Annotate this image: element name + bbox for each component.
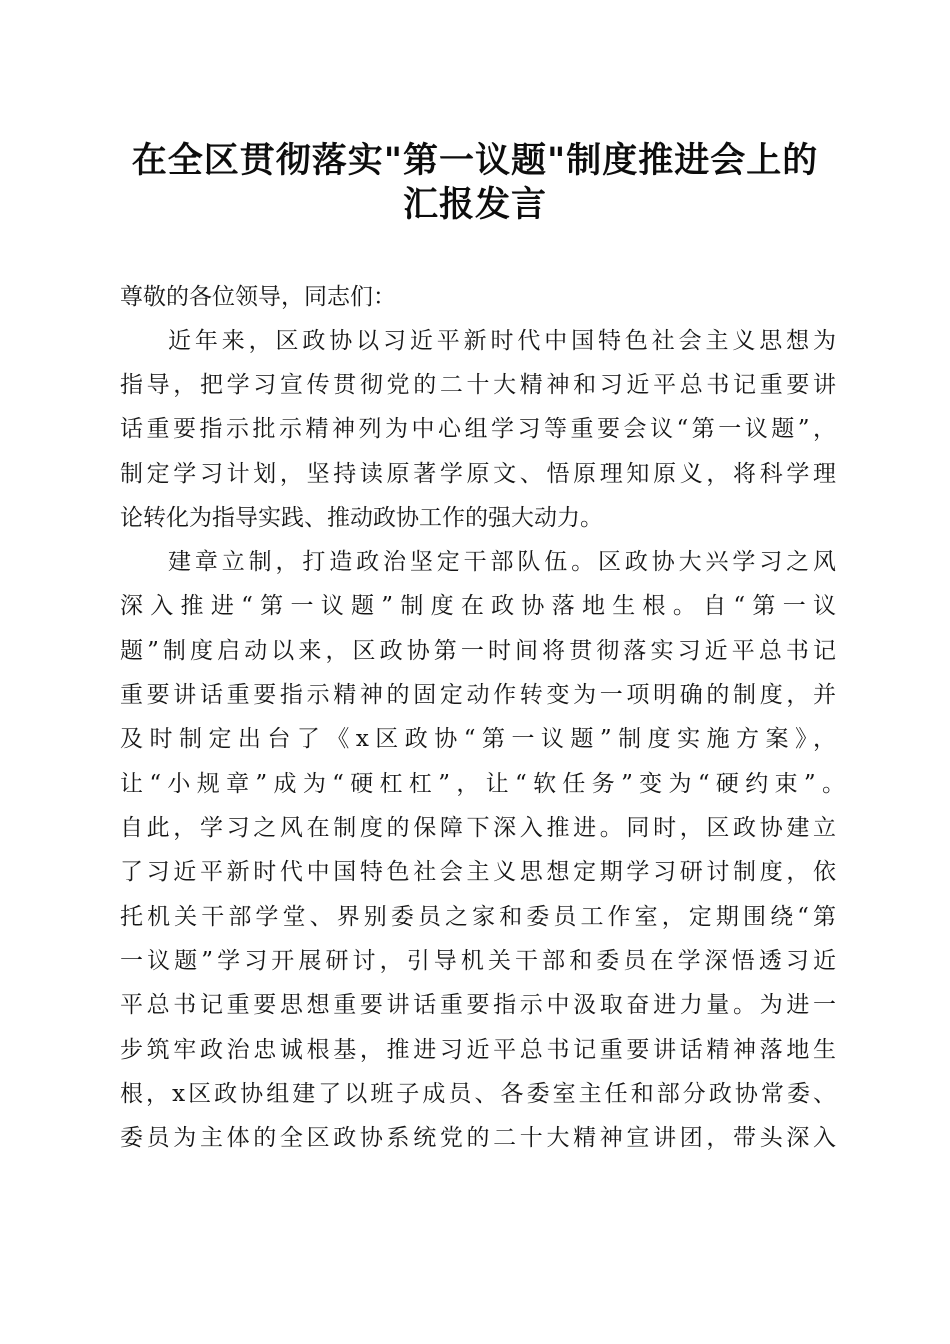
body-line: 托机关干部学堂、界别委员之家和委员工作室，定期围绕“第 xyxy=(120,904,836,930)
body-line: 近年来，区政协以习近平新时代中国特色社会主义思想为 xyxy=(168,328,836,354)
document-title-line-2: 汇报发言 xyxy=(402,184,547,225)
body-line: 重要讲话重要指示精神的固定动作转变为一项明确的制度，并 xyxy=(120,682,836,708)
body-line: 指导，把学习宣传贯彻党的二十大精神和习近平总书记重要讲 xyxy=(120,372,836,398)
body-line: 让“小规章”成为“硬杠杠”，让“软任务”变为“硬约束”。 xyxy=(120,771,845,797)
salutation: 尊敬的各位领导，同志们： xyxy=(120,284,396,310)
body-line: 步筑牢政治忠诚根基，推进习近平总书记重要讲话精神落地生 xyxy=(120,1037,836,1063)
body-line: 制定学习计划，坚持读原著学原文、悟原理知原义，将科学理 xyxy=(120,461,836,487)
body-line: 话重要指示批示精神列为中心组学习等重要会议“第一议题”， xyxy=(120,416,836,442)
body-line: 题”制度启动以来，区政协第一时间将贯彻落实习近平总书记 xyxy=(120,638,836,664)
body-line: 一议题”学习开展研讨，引导机关干部和委员在学深悟透习近 xyxy=(120,948,836,974)
document-title-line-1: 在全区贯彻落实"第一议题"制度推进会上的 xyxy=(131,140,819,181)
body-line: 深入推进“第一议题”制度在政协落地生根。自“第一议 xyxy=(120,593,836,619)
body-line: 自此，学习之风在制度的保障下深入推进。同时，区政协建立 xyxy=(120,815,836,841)
body-line: 论转化为指导实践、推动政协工作的强大动力。 xyxy=(120,505,603,531)
body-line: 及时制定出台了《x区政协“第一议题”制度实施方案》， xyxy=(120,726,836,752)
body-line: 平总书记重要思想重要讲话重要指示中汲取奋进力量。为进一 xyxy=(120,992,836,1018)
body-line: 建章立制，打造政治坚定干部队伍。区政协大兴学习之风 xyxy=(168,549,836,575)
body-line: 了习近平新时代中国特色社会主义思想定期学习研讨制度，依 xyxy=(120,859,836,885)
body-line: 根，x区政协组建了以班子成员、各委室主任和部分政协常委、 xyxy=(120,1081,836,1107)
body-line: 委员为主体的全区政协系统党的二十大精神宣讲团，带头深入 xyxy=(120,1125,836,1151)
